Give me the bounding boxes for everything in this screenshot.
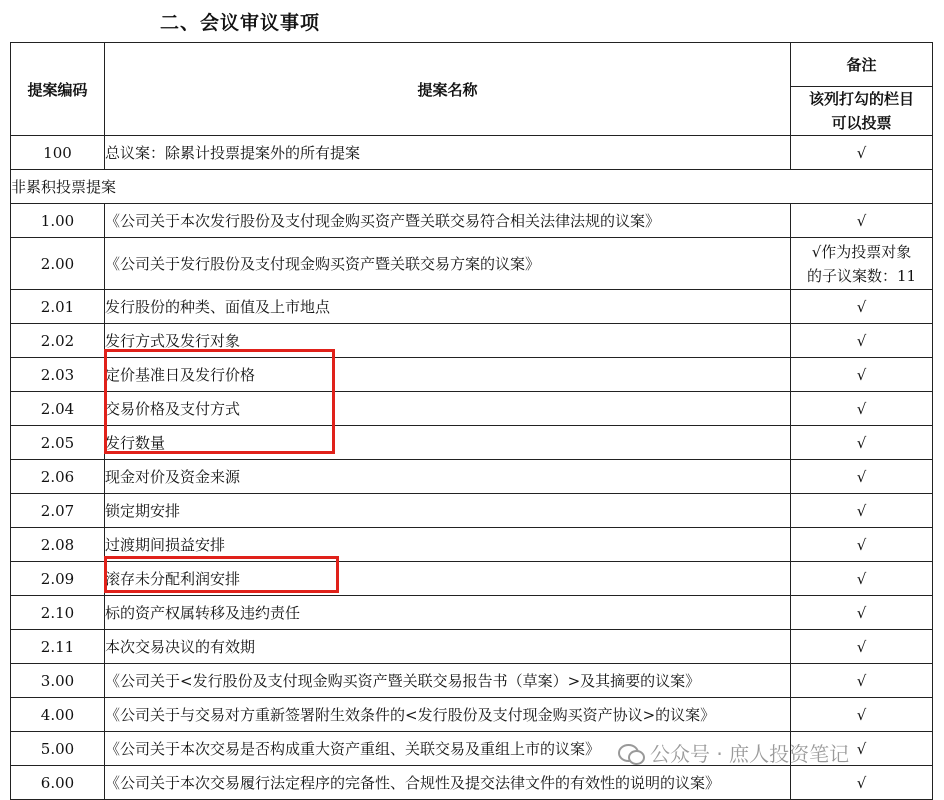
row-vote-mark: √ xyxy=(791,630,933,664)
table-row xyxy=(11,494,933,528)
row-vote-mark-line2: 的子议案数：11 xyxy=(806,266,917,285)
table-row xyxy=(11,358,933,392)
row-code: 2.02 xyxy=(11,324,105,358)
row-name: 《公司关于本次交易是否构成重大资产重组、关联交易及重组上市的议案》 xyxy=(105,732,791,766)
row-vote-mark-line1: √作为投票对象 xyxy=(811,242,912,261)
row-vote-mark: √ xyxy=(791,392,933,426)
table-row xyxy=(11,204,933,238)
row-vote-mark: √ xyxy=(791,698,933,732)
proposal-rows xyxy=(11,204,933,800)
row-code: 2.09 xyxy=(11,562,105,596)
row-code: 3.00 xyxy=(11,664,105,698)
header-note-line2: 可以投票 xyxy=(831,114,892,132)
table-row xyxy=(11,528,933,562)
header-row xyxy=(11,43,933,87)
row-name: 锁定期安排 xyxy=(105,494,791,528)
row-name: 现金对价及资金来源 xyxy=(105,460,791,494)
row-code: 2.04 xyxy=(11,392,105,426)
header-name: 提案名称 xyxy=(105,43,791,136)
header-note-line1: 该列打勾的栏目 xyxy=(808,90,914,108)
table-row-total xyxy=(11,136,933,170)
table-row xyxy=(11,290,933,324)
row-name: 《公司关于<发行股份及支付现金购买资产暨关联交易报告书（草案）>及其摘要的议案》 xyxy=(105,664,791,698)
row-vote-mark: √ xyxy=(791,204,933,238)
row-vote-mark: √ xyxy=(791,426,933,460)
table-row xyxy=(11,562,933,596)
table-row xyxy=(11,698,933,732)
row-code: 2.11 xyxy=(11,630,105,664)
table-row xyxy=(11,238,933,290)
row-vote-mark: √ xyxy=(791,136,933,170)
row-code: 2.06 xyxy=(11,460,105,494)
row-code: 100 xyxy=(11,136,105,170)
table-row xyxy=(11,664,933,698)
row-name: 《公司关于与交易对方重新签署附生效条件的<发行股份及支付现金购买资产协议>的议案》 xyxy=(105,698,791,732)
row-name: 本次交易决议的有效期 xyxy=(105,630,791,664)
section-label: 非累积投票提案 xyxy=(11,170,933,204)
row-code: 4.00 xyxy=(11,698,105,732)
table-row xyxy=(11,392,933,426)
header-note-desc xyxy=(791,87,933,136)
row-code: 1.00 xyxy=(11,204,105,238)
row-code: 2.08 xyxy=(11,528,105,562)
row-vote-mark: √ xyxy=(791,324,933,358)
table-row xyxy=(11,596,933,630)
row-code: 2.01 xyxy=(11,290,105,324)
watermark xyxy=(618,738,849,767)
row-name: 《公司关于本次发行股份及支付现金购买资产暨关联交易符合相关法律法规的议案》 xyxy=(105,204,791,238)
row-vote-mark: √ xyxy=(791,528,933,562)
watermark-text: 公众号 · 庶人投资笔记 xyxy=(650,742,850,766)
row-name: 《公司关于本次交易履行法定程序的完备性、合规性及提交法律文件的有效性的说明的议案》 xyxy=(105,766,791,800)
row-code: 2.07 xyxy=(11,494,105,528)
section-heading: 二、会议审议事项 xyxy=(160,12,321,34)
row-name: 标的资产权属转移及违约责任 xyxy=(105,596,791,630)
table-row xyxy=(11,766,933,800)
row-name: 总议案：除累计投票提案外的所有提案 xyxy=(105,136,791,170)
row-code: 2.03 xyxy=(11,358,105,392)
row-vote-mark: √ xyxy=(791,766,933,800)
wechat-icon xyxy=(618,742,644,764)
row-name: 定价基准日及发行价格 xyxy=(105,358,791,392)
row-name: 发行数量 xyxy=(105,426,791,460)
table-row xyxy=(11,324,933,358)
header-note: 备注 xyxy=(791,43,933,87)
table-row xyxy=(11,460,933,494)
row-name: 滚存未分配利润安排 xyxy=(105,562,791,596)
row-vote-mark: √ xyxy=(791,664,933,698)
row-code: 2.10 xyxy=(11,596,105,630)
row-code: 2.05 xyxy=(11,426,105,460)
row-name: 过渡期间损益安排 xyxy=(105,528,791,562)
row-code: 6.00 xyxy=(11,766,105,800)
row-name: 《公司关于发行股份及支付现金购买资产暨关联交易方案的议案》 xyxy=(105,238,791,290)
row-vote-mark: √ xyxy=(791,290,933,324)
row-vote-mark: √ xyxy=(791,358,933,392)
proposal-table xyxy=(10,42,933,800)
row-vote-mark: √ xyxy=(791,596,933,630)
row-name: 交易价格及支付方式 xyxy=(105,392,791,426)
row-vote-mark xyxy=(791,238,933,290)
header-code: 提案编码 xyxy=(11,43,105,136)
table-row xyxy=(11,630,933,664)
row-vote-mark: √ xyxy=(791,732,933,766)
row-vote-mark: √ xyxy=(791,460,933,494)
table-row xyxy=(11,426,933,460)
row-vote-mark: √ xyxy=(791,562,933,596)
row-name: 发行方式及发行对象 xyxy=(105,324,791,358)
row-vote-mark: √ xyxy=(791,494,933,528)
section-row xyxy=(11,170,933,204)
row-name: 发行股份的种类、面值及上市地点 xyxy=(105,290,791,324)
row-code: 5.00 xyxy=(11,732,105,766)
row-code: 2.00 xyxy=(11,238,105,290)
